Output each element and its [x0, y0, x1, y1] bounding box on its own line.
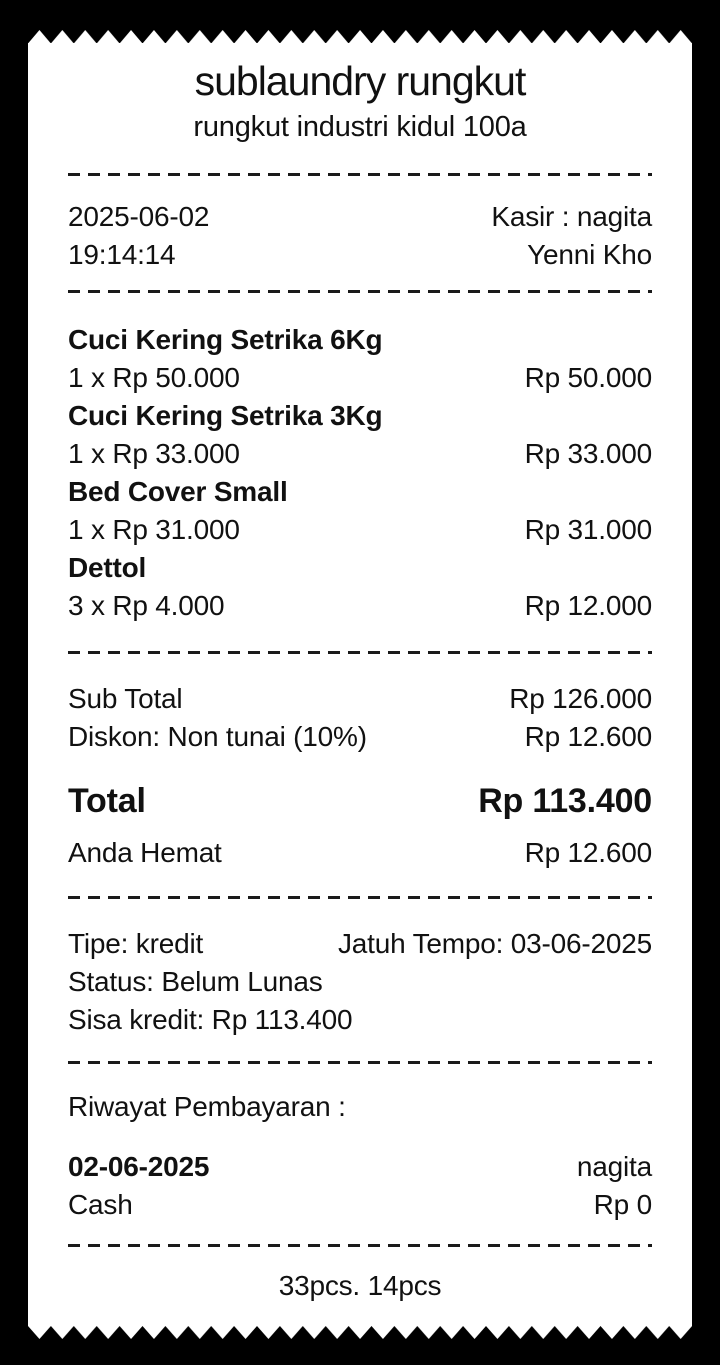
dashed-divider — [68, 290, 652, 293]
total-value: Rp 113.400 — [478, 782, 652, 820]
torn-edge-top — [28, 30, 692, 43]
payment-amount: Rp 0 — [593, 1189, 652, 1220]
receipt-paper — [28, 30, 692, 1339]
item-amount: Rp 33.000 — [524, 438, 652, 469]
receipt-header — [68, 55, 652, 147]
payment-type: Tipe: kredit — [68, 928, 204, 959]
savings-value: Rp 12.600 — [524, 837, 652, 868]
transaction-time: 19:14:14 — [68, 239, 176, 270]
payment-by: nagita — [576, 1151, 652, 1182]
pieces-note: 33pcs. 14pcs — [278, 1270, 442, 1301]
cashier-name: Kasir : nagita — [491, 201, 652, 232]
payment-history-title: Riwayat Pembayaran : — [68, 1091, 346, 1122]
dashed-divider — [68, 896, 652, 899]
subtotal-value: Rp 126.000 — [509, 683, 652, 714]
item-name: Bed Cover Small — [68, 476, 288, 507]
item-qty-price: 1 x Rp 31.000 — [68, 514, 240, 545]
item-list — [68, 321, 652, 625]
item-qty-price: 1 x Rp 50.000 — [68, 362, 240, 393]
dashed-divider — [68, 651, 652, 654]
dashed-divider — [68, 173, 652, 176]
item-qty-price: 3 x Rp 4.000 — [68, 590, 225, 621]
item-amount: Rp 31.000 — [524, 514, 652, 545]
payment-status: Status: Belum Lunas — [68, 966, 323, 997]
payment-history-section — [68, 1088, 652, 1224]
item-row — [68, 473, 652, 549]
transaction-date: 2025-06-02 — [68, 201, 210, 232]
total-label: Total — [68, 782, 146, 820]
payment-date: 02-06-2025 — [68, 1151, 210, 1182]
store-name: sublaundry rungkut — [194, 58, 526, 104]
payment-method: Cash — [68, 1189, 133, 1220]
savings-row — [68, 834, 652, 872]
discount-label: Diskon: Non tunai (10%) — [68, 721, 367, 752]
payment-history-entry — [68, 1148, 652, 1224]
credit-info-section — [68, 925, 652, 1039]
transaction-meta — [68, 198, 652, 274]
item-row — [68, 397, 652, 473]
due-date: Jatuh Tempo: 03-06-2025 — [338, 928, 652, 959]
discount-row — [68, 718, 652, 756]
remaining-credit: Sisa kredit: Rp 113.400 — [68, 1004, 353, 1035]
item-amount: Rp 12.000 — [524, 590, 652, 621]
item-row — [68, 549, 652, 625]
item-name: Cuci Kering Setrika 6Kg — [68, 324, 383, 355]
customer-name: Yenni Kho — [527, 239, 652, 270]
item-name: Dettol — [68, 552, 147, 583]
totals-section — [68, 680, 652, 872]
item-qty-price: 1 x Rp 33.000 — [68, 438, 240, 469]
dashed-divider — [68, 1244, 652, 1247]
item-row — [68, 321, 652, 397]
receipt-body — [28, 43, 692, 1326]
discount-value: Rp 12.600 — [524, 721, 652, 752]
subtotal-row — [68, 680, 652, 718]
item-name: Cuci Kering Setrika 3Kg — [68, 400, 383, 431]
dashed-divider — [68, 1061, 652, 1064]
savings-label: Anda Hemat — [68, 837, 222, 868]
item-amount: Rp 50.000 — [524, 362, 652, 393]
torn-edge-bottom — [28, 1326, 692, 1339]
store-address: rungkut industri kidul 100a — [193, 111, 527, 143]
subtotal-label: Sub Total — [68, 683, 183, 714]
total-row — [68, 778, 652, 824]
